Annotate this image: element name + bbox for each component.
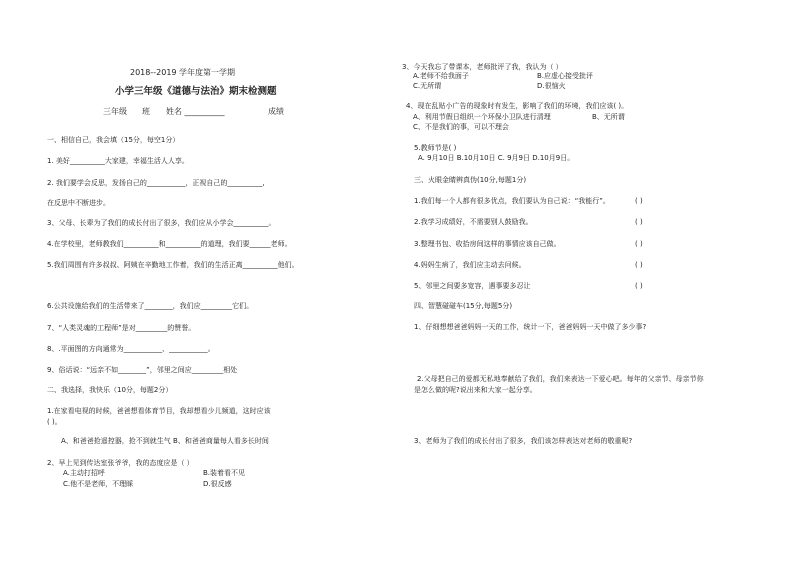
choice-4-option-a: A、利用节假日组织一个环保小卫队进行清理 <box>413 113 551 121</box>
choice-2-option-c: C.他不是老师，不理睬 <box>63 480 134 488</box>
fill-question-8: 8、.平面图的方向通常为___________、___________。 <box>47 345 215 353</box>
judge-3-paren: ( ) <box>635 240 643 248</box>
judge-question-4: 4.妈妈生病了，我们应主动去问候。 <box>414 261 526 269</box>
section-1-heading: 一、相信自己，我会填（15分，每空1分） <box>47 136 180 144</box>
write-question-2: 2.父母把自己的爱都无私地奉献给了我们，我们来表达一下爱心吧。每年的父亲节、母亲节你 <box>417 375 704 383</box>
fill-question-4: 4.在学校里，老师教我们__________和__________的道理，我们要______老师。 <box>47 240 292 248</box>
write-question-3: 3、老师为了我们的成长付出了很多，我们该怎样表达对老师的敬重呢? <box>414 437 633 445</box>
fill-question-3: 3、父母、长辈为了我们的成长付出了很多，我们应从小学会__________。 <box>47 219 276 227</box>
choice-5-options: A. 9月10日 B.10月10日 C. 9月9日 D.10月9日。 <box>418 154 575 162</box>
grade-label: 三年级 <box>103 107 127 116</box>
judge-question-2: 2.我学习成绩好，不需要别人鼓励我。 <box>414 218 533 226</box>
fill-question-7: 7、“人类灵魂的工程师”是对_________的赞誉。 <box>47 324 196 332</box>
fill-question-2-cont: 在反思中不断进步。 <box>47 199 110 207</box>
judge-5-paren: ( ) <box>635 282 643 290</box>
fill-question-1: 1. 美好__________大家建，幸福生活人人享。 <box>47 157 189 165</box>
judge-question-3: 3.整理书包、收拾房间这样的事情应该自己做。 <box>414 240 561 248</box>
choice-2-option-d: D.很反感 <box>203 480 232 488</box>
score-label: 成绩 <box>268 107 284 116</box>
section-2-heading: 二、我选择，我快乐（10分，每题2分） <box>47 386 173 394</box>
choice-question-1-options: A、和爸爸抢遥控器，抢不到就生气 B、和爸爸商量每人看多长时间 <box>61 437 269 445</box>
choice-question-5: 5.教师节是( ) <box>414 144 457 152</box>
choice-question-1-paren: ( )。 <box>47 418 62 426</box>
fill-question-5: 5.我们周围有许多叔叔、阿姨在辛勤地工作着，我们的生活正离__________他们。 <box>47 261 299 269</box>
judge-question-5: 5、邻里之间要多宽容，遇事要多忍让 <box>414 282 531 290</box>
exam-title: 小学三年级《道德与法治》期末检测题 <box>115 86 277 97</box>
write-question-1: 1、仔细想想爸爸妈妈一天的工作，统计一下，爸爸妈妈一天中做了多少事? <box>414 323 647 331</box>
choice-4-option-b: B、无所谓 <box>592 113 625 121</box>
choice-question-3: 3、今天我忘了带课本，老师批评了我，我认为（ ） <box>402 63 563 71</box>
judge-question-1: 1.我们每一个人都有很多优点，我们要认为自己说：“我能行”。 <box>414 197 610 205</box>
choice-question-1: 1.在家看电视的时候，爸爸想看体育节目，我却想看少儿频道，这时应该 <box>47 407 271 415</box>
choice-2-option-a: A.主动打招呼 <box>63 469 105 477</box>
class-label: 班 <box>142 107 150 116</box>
fill-question-2: 2. 我们要学会反思，发扬自己的___________，正视自己的__________, <box>47 179 265 187</box>
choice-question-4: 4、现在乱贴小广告的现象时有发生，影响了我们的环境，我们应该( )。 <box>406 102 629 110</box>
judge-4-paren: ( ) <box>635 261 643 269</box>
choice-3-option-b: B.应虚心接受批评 <box>537 72 594 80</box>
choice-3-option-c: C.无所谓 <box>413 82 442 90</box>
school-year: 2018--2019 学年度第一学期 <box>130 68 236 77</box>
section-3-heading: 三、火眼金睛辨真伪(10分,每题1分) <box>414 176 527 184</box>
judge-1-paren: ( ) <box>635 197 643 205</box>
choice-3-option-d: D.很恼火 <box>537 82 566 90</box>
choice-2-option-b: B.装着看不见 <box>203 469 246 477</box>
name-field: 姓名 __________ <box>166 107 225 116</box>
choice-question-2: 2、早上见到传达室张爷爷，我的态度应是（ ） <box>47 459 194 467</box>
judge-2-paren: ( ) <box>635 218 643 226</box>
fill-question-9: 9、俗话说：“远亲不如________”，邻里之间应_________相处 <box>47 366 238 374</box>
choice-3-option-a: A.老师不给我面子 <box>413 72 469 80</box>
choice-4-option-c: C、不是我们的事，可以不理会 <box>413 123 509 131</box>
write-question-2-cont: 是怎么做的呢?说出来和大家一起分享。 <box>414 386 537 394</box>
section-4-heading: 四、智慧碰碰车(15分,每题5分) <box>414 302 513 310</box>
fill-question-6: 6.公共设施给我们的生活带来了________，我们应_________它们。 <box>47 302 254 310</box>
